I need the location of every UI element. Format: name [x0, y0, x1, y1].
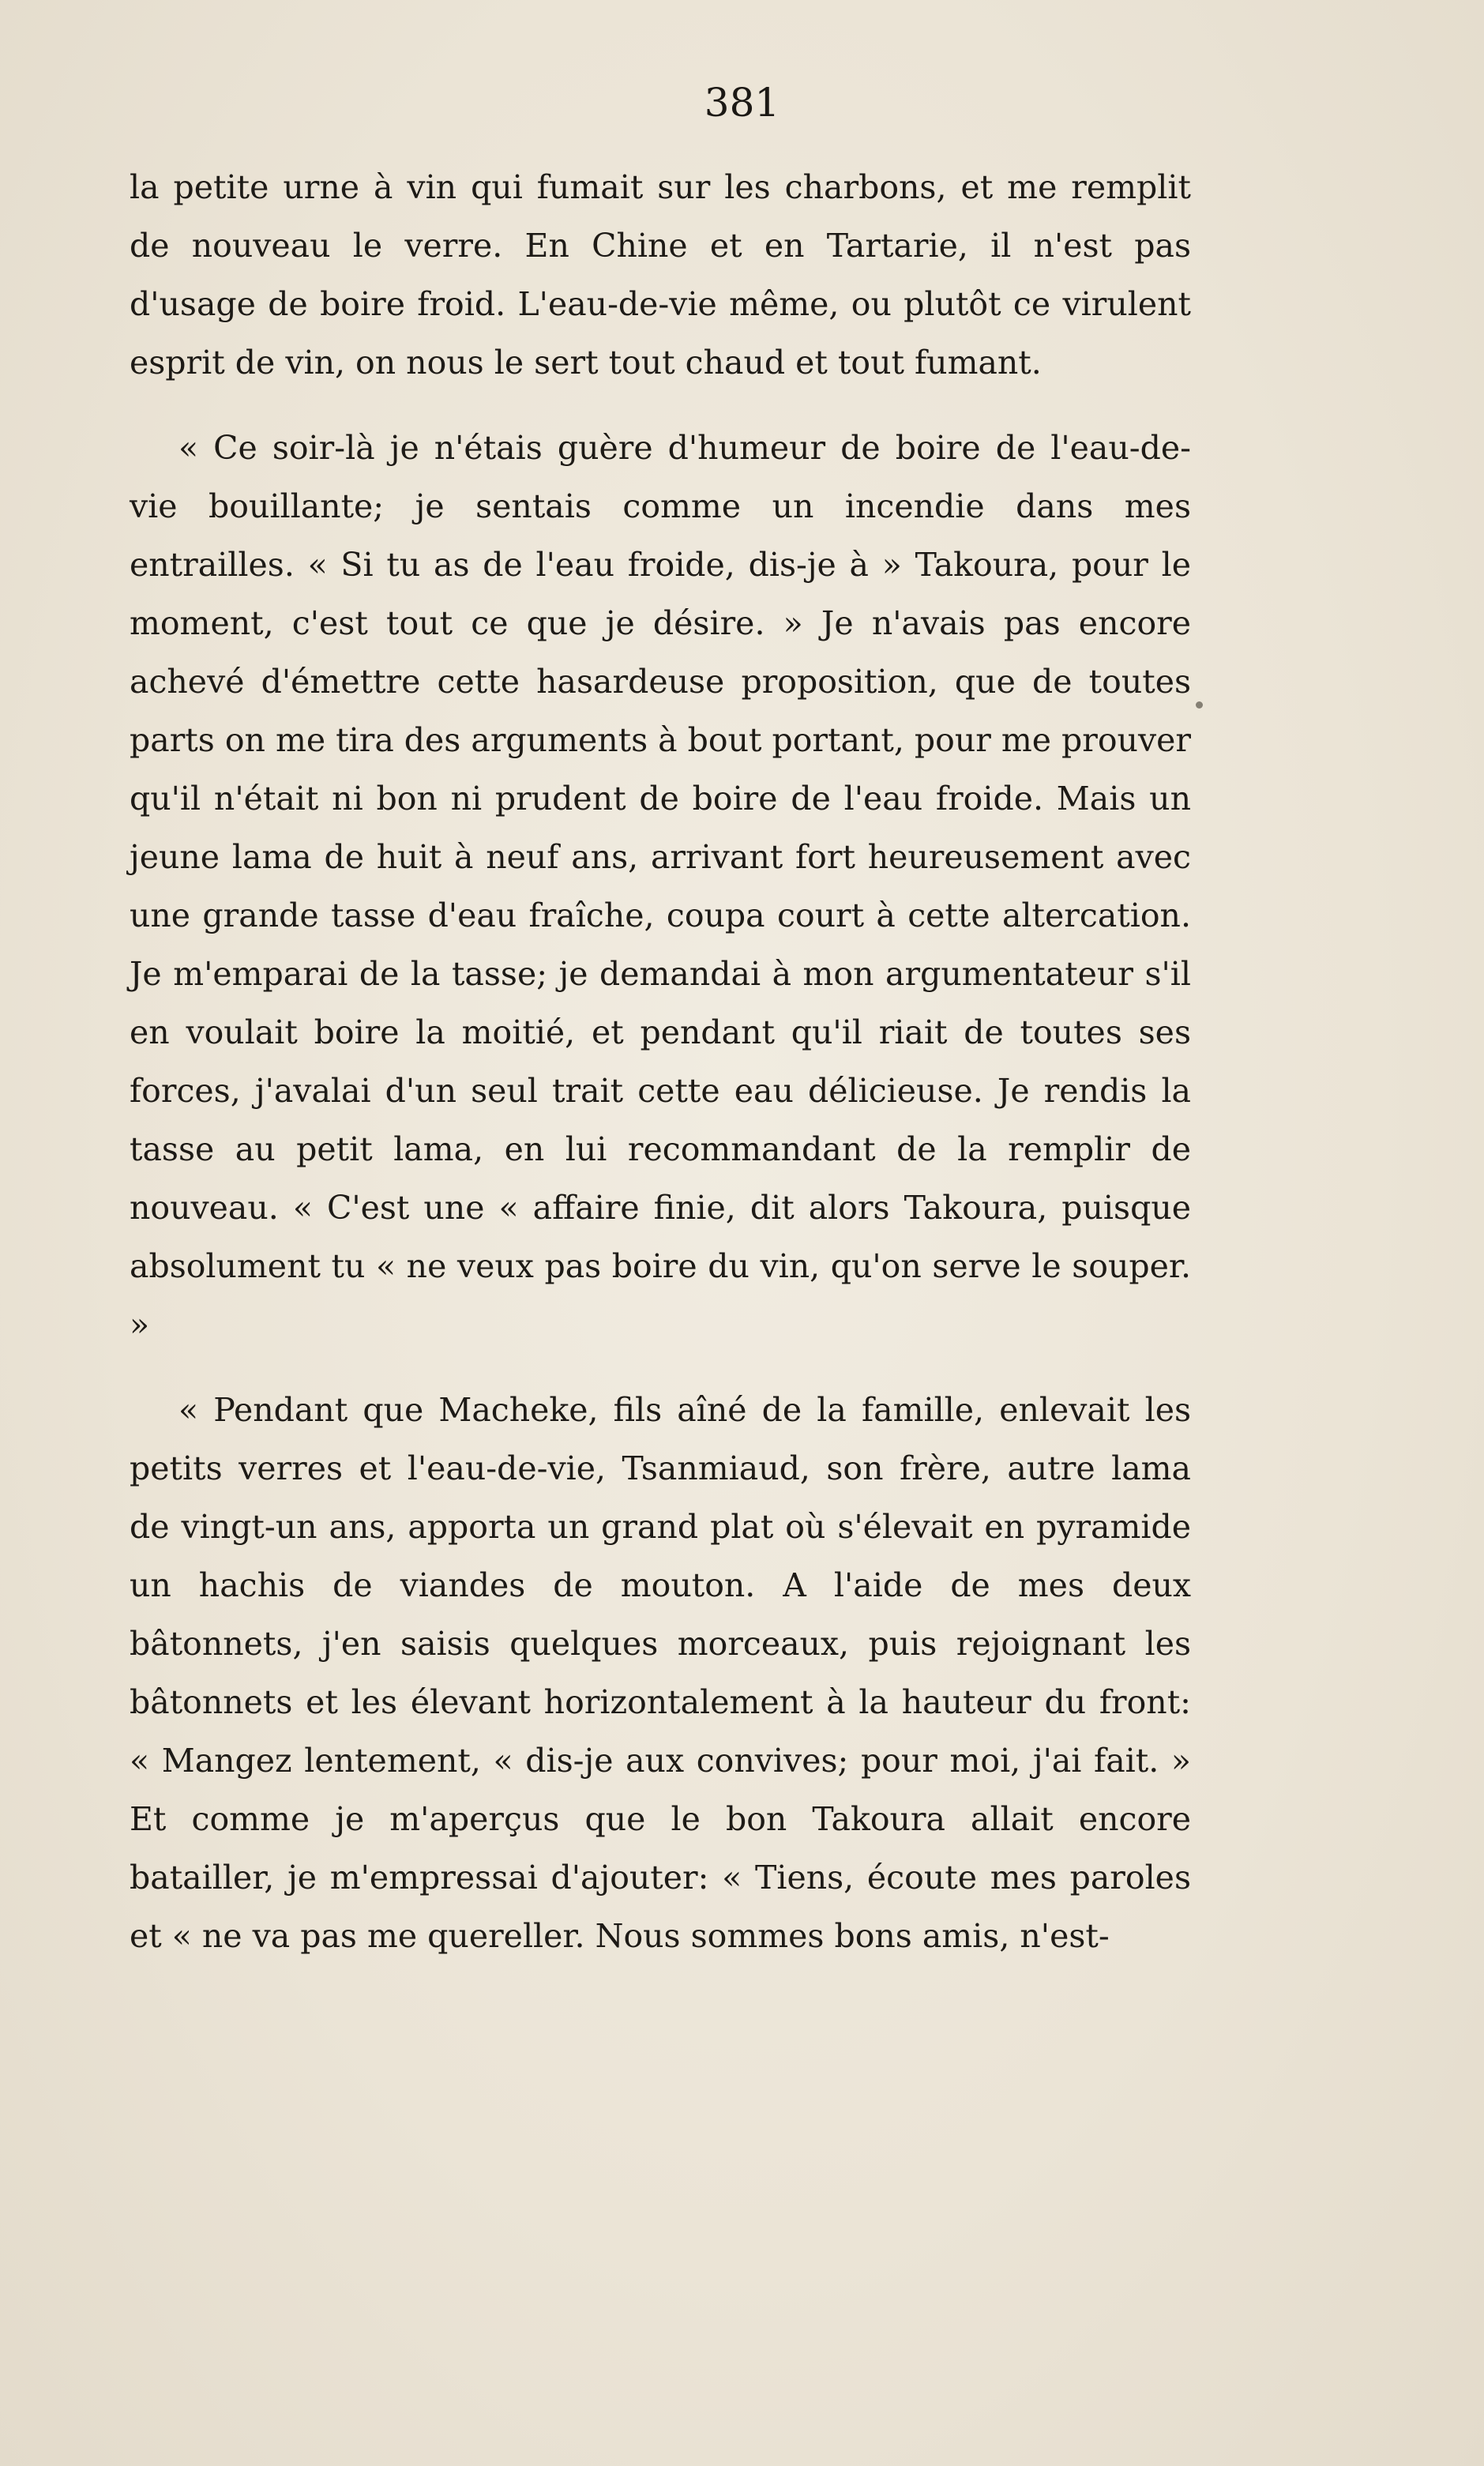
body-text	[130, 158, 1191, 1965]
paragraph-3: « Pendant que Macheke, fils aîné de la famille, enlevait les petits verres et l'eau-de-vie, Tsanmiaud, son frère, autre lama de vingt-un ans, apporta un grand plat où s'élevait en pyramide un hachis de viandes de mouton. A l'aide de mes deux bâtonnets, j'en saisis quelques morceaux, puis rejoignant les bâtonnets et les élevant horizontalement à la hauteur du front: « Mangez lentement, « dis-je aux convives; pour moi, j'ai fait. » Et comme je m'aperçus que le bon Takoura allait encore batailler, je m'empressai d'ajouter: « Tiens, écoute mes paroles et « ne va pas me quereller. Nous sommes bons amis, n'est-	[130, 1391, 1191, 1955]
paragraph-2: « Ce soir-là je n'étais guère d'humeur de boire de l'eau-de-vie bouillante; je sentais comme un incendie dans mes entrailles. « Si tu as de l'eau froide, dis-je à » Takoura, pour le moment, c'est tout ce que je désire. » Je n'avais pas encore achevé d'émettre cette hasardeuse proposition, que de toutes parts on me tira des arguments à bout portant, pour me prouver qu'il n'était ni bon ni prudent de boire de l'eau froide. Mais un jeune lama de huit à neuf ans, arrivant fort heureusement avec une grande tasse d'eau fraîche, coupa court à cette altercation. Je m'emparai de la tasse; je demandai à mon argumentateur s'il en voulait boire la moitié, et pendant qu'il riait de toutes ses forces, j'avalai d'un seul trait cette eau délicieuse. Je rendis la tasse au petit lama, en lui recommandant de la remplir de nouveau. « C'est une « affaire finie, dit alors Takoura, puisque absolument tu « ne veux pas boire du vin, qu'on serve le souper. »	[130, 429, 1191, 1344]
page-number: 381	[704, 80, 780, 126]
ink-speck	[1196, 701, 1203, 709]
paragraph-1: la petite urne à vin qui fumait sur les charbons, et me remplit de nouveau le verre. En Chine et en Tartarie, il n'est pas d'usage de boire froid. L'eau-de-vie même, ou plutôt ce virulent esprit de vin, on nous le sert tout chaud et tout fumant.	[130, 168, 1191, 382]
